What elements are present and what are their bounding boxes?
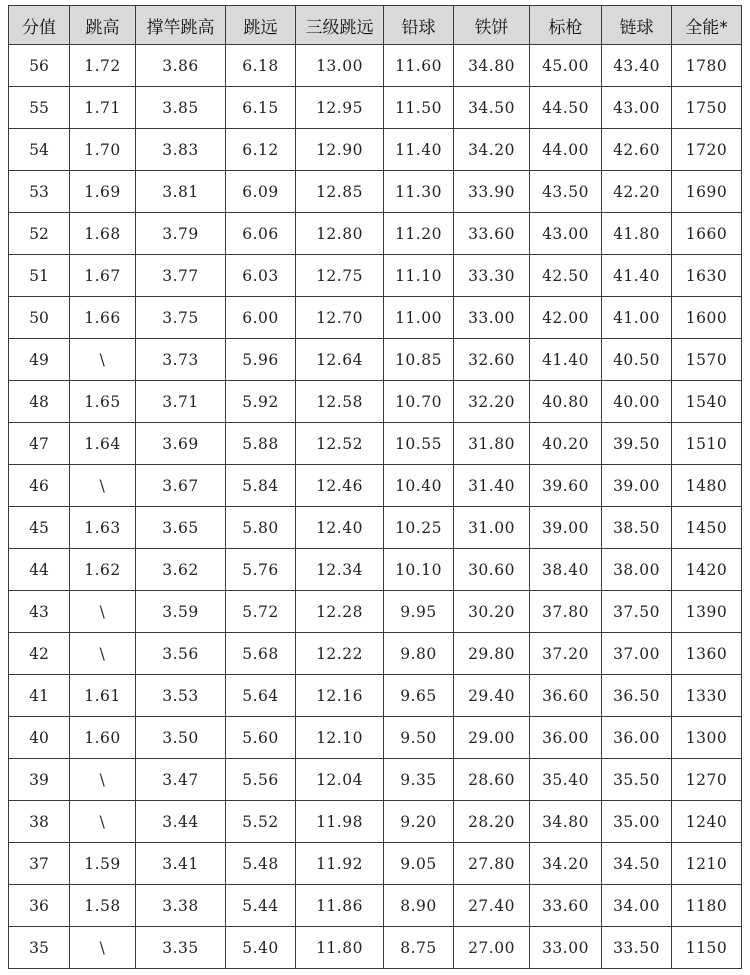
- table-cell: 3.86: [136, 45, 226, 87]
- table-cell: 3.79: [136, 213, 226, 255]
- table-cell: 34.80: [530, 801, 602, 843]
- table-cell: 12.40: [296, 507, 384, 549]
- table-cell: 39.60: [530, 465, 602, 507]
- table-cell: 12.22: [296, 633, 384, 675]
- table-cell: 44.50: [530, 87, 602, 129]
- table-cell: 36.60: [530, 675, 602, 717]
- table-cell: \: [70, 759, 136, 801]
- table-cell: 27.80: [454, 843, 530, 885]
- table-cell: 35.50: [602, 759, 672, 801]
- table-cell: 10.25: [384, 507, 454, 549]
- table-cell: 6.18: [226, 45, 296, 87]
- table-cell: 34.20: [530, 843, 602, 885]
- header-pole-vault: 撑竿跳高: [136, 6, 226, 45]
- table-row: [9, 297, 742, 339]
- header-shot-put: 铅球: [384, 6, 454, 45]
- table-cell: 5.60: [226, 717, 296, 759]
- table-row: [9, 465, 742, 507]
- table-cell: \: [70, 591, 136, 633]
- header-discus: 铁饼: [454, 6, 530, 45]
- table-cell: 3.53: [136, 675, 226, 717]
- table-cell: 33.50: [602, 927, 672, 969]
- points-cell: 50: [9, 297, 70, 339]
- table-cell: 11.98: [296, 801, 384, 843]
- table-cell: 5.68: [226, 633, 296, 675]
- table-cell: 1.69: [70, 171, 136, 213]
- table-cell: 1210: [672, 843, 742, 885]
- points-cell: 45: [9, 507, 70, 549]
- table-cell: 11.50: [384, 87, 454, 129]
- table-row: [9, 423, 742, 465]
- table-cell: 12.04: [296, 759, 384, 801]
- table-row: [9, 927, 742, 969]
- table-cell: 1450: [672, 507, 742, 549]
- table-cell: 40.80: [530, 381, 602, 423]
- table-cell: 1150: [672, 927, 742, 969]
- table-cell: 1360: [672, 633, 742, 675]
- table-cell: 30.20: [454, 591, 530, 633]
- table-cell: 10.40: [384, 465, 454, 507]
- table-cell: 31.00: [454, 507, 530, 549]
- table-cell: 12.85: [296, 171, 384, 213]
- table-cell: 1390: [672, 591, 742, 633]
- header-combined: 全能*: [672, 6, 742, 45]
- table-cell: 9.95: [384, 591, 454, 633]
- table-cell: 10.55: [384, 423, 454, 465]
- table-cell: 3.71: [136, 381, 226, 423]
- table-row: [9, 171, 742, 213]
- table-row: [9, 633, 742, 675]
- table-cell: 1.66: [70, 297, 136, 339]
- table-cell: 28.20: [454, 801, 530, 843]
- points-cell: 44: [9, 549, 70, 591]
- table-cell: 11.92: [296, 843, 384, 885]
- table-cell: 1.64: [70, 423, 136, 465]
- table-cell: 9.20: [384, 801, 454, 843]
- table-cell: 3.83: [136, 129, 226, 171]
- table-cell: 9.35: [384, 759, 454, 801]
- table-cell: 1.59: [70, 843, 136, 885]
- table-cell: 1300: [672, 717, 742, 759]
- table-cell: \: [70, 339, 136, 381]
- table-cell: 3.73: [136, 339, 226, 381]
- table-row: [9, 507, 742, 549]
- table-cell: 30.60: [454, 549, 530, 591]
- table-cell: 42.60: [602, 129, 672, 171]
- table-cell: 3.50: [136, 717, 226, 759]
- table-cell: 31.80: [454, 423, 530, 465]
- table-cell: 3.85: [136, 87, 226, 129]
- table-cell: 40.20: [530, 423, 602, 465]
- table-cell: 3.67: [136, 465, 226, 507]
- table-cell: 3.62: [136, 549, 226, 591]
- table-row: [9, 45, 742, 87]
- table-cell: 5.52: [226, 801, 296, 843]
- points-cell: 40: [9, 717, 70, 759]
- table-cell: 27.40: [454, 885, 530, 927]
- table-cell: 39.00: [602, 465, 672, 507]
- table-cell: 8.75: [384, 927, 454, 969]
- table-cell: 5.88: [226, 423, 296, 465]
- table-cell: 44.00: [530, 129, 602, 171]
- table-cell: 36.50: [602, 675, 672, 717]
- table-cell: 37.20: [530, 633, 602, 675]
- table-cell: 43.00: [530, 213, 602, 255]
- table-cell: 12.58: [296, 381, 384, 423]
- table-cell: 5.80: [226, 507, 296, 549]
- table-cell: 42.20: [602, 171, 672, 213]
- table-cell: 12.70: [296, 297, 384, 339]
- table-row: [9, 801, 742, 843]
- table-cell: 32.60: [454, 339, 530, 381]
- table-cell: 1.61: [70, 675, 136, 717]
- points-cell: 56: [9, 45, 70, 87]
- table-cell: 11.00: [384, 297, 454, 339]
- table-cell: 5.40: [226, 927, 296, 969]
- table-cell: 1.68: [70, 213, 136, 255]
- table-cell: 12.90: [296, 129, 384, 171]
- table-cell: 35.40: [530, 759, 602, 801]
- table-cell: 38.50: [602, 507, 672, 549]
- table-cell: 3.75: [136, 297, 226, 339]
- table-cell: 29.00: [454, 717, 530, 759]
- table-cell: 5.92: [226, 381, 296, 423]
- points-cell: 35: [9, 927, 70, 969]
- table-cell: 1240: [672, 801, 742, 843]
- table-row: [9, 717, 742, 759]
- table-cell: 3.59: [136, 591, 226, 633]
- table-cell: 12.34: [296, 549, 384, 591]
- points-cell: 53: [9, 171, 70, 213]
- table-cell: 27.00: [454, 927, 530, 969]
- table-cell: 12.75: [296, 255, 384, 297]
- table-cell: 42.00: [530, 297, 602, 339]
- points-cell: 48: [9, 381, 70, 423]
- table-cell: 6.06: [226, 213, 296, 255]
- table-cell: 1630: [672, 255, 742, 297]
- table-cell: 33.00: [454, 297, 530, 339]
- table-cell: 43.50: [530, 171, 602, 213]
- table-cell: 5.44: [226, 885, 296, 927]
- points-cell: 43: [9, 591, 70, 633]
- table-cell: 41.80: [602, 213, 672, 255]
- header-points: 分值: [9, 6, 70, 45]
- table-cell: 38.00: [602, 549, 672, 591]
- table-row: [9, 129, 742, 171]
- table-row: [9, 759, 742, 801]
- table-cell: 13.00: [296, 45, 384, 87]
- table-cell: 11.10: [384, 255, 454, 297]
- table-row: [9, 885, 742, 927]
- points-cell: 36: [9, 885, 70, 927]
- table-cell: 37.80: [530, 591, 602, 633]
- table-cell: 39.50: [602, 423, 672, 465]
- table-cell: 3.56: [136, 633, 226, 675]
- table-cell: 36.00: [602, 717, 672, 759]
- table-cell: 1780: [672, 45, 742, 87]
- table-cell: 9.05: [384, 843, 454, 885]
- header-hammer: 链球: [602, 6, 672, 45]
- table-cell: 3.65: [136, 507, 226, 549]
- table-cell: 1.62: [70, 549, 136, 591]
- table-header: [9, 6, 742, 45]
- table-cell: 11.80: [296, 927, 384, 969]
- table-cell: 3.44: [136, 801, 226, 843]
- table-cell: 42.50: [530, 255, 602, 297]
- points-cell: 41: [9, 675, 70, 717]
- table-cell: \: [70, 465, 136, 507]
- table-row: [9, 843, 742, 885]
- table-cell: 33.00: [530, 927, 602, 969]
- table-cell: 36.00: [530, 717, 602, 759]
- table-row: [9, 381, 742, 423]
- table-cell: 1720: [672, 129, 742, 171]
- score-table: [8, 5, 742, 969]
- table-row: [9, 549, 742, 591]
- table-cell: 6.09: [226, 171, 296, 213]
- table-cell: 31.40: [454, 465, 530, 507]
- table-cell: 1.58: [70, 885, 136, 927]
- table-cell: 34.80: [454, 45, 530, 87]
- table-cell: 11.40: [384, 129, 454, 171]
- table-cell: 41.00: [602, 297, 672, 339]
- table-cell: 1.70: [70, 129, 136, 171]
- table-cell: 1750: [672, 87, 742, 129]
- points-cell: 52: [9, 213, 70, 255]
- table-cell: 12.64: [296, 339, 384, 381]
- table-cell: 43.00: [602, 87, 672, 129]
- table-cell: 12.46: [296, 465, 384, 507]
- points-cell: 46: [9, 465, 70, 507]
- table-cell: 3.38: [136, 885, 226, 927]
- points-cell: 42: [9, 633, 70, 675]
- points-cell: 39: [9, 759, 70, 801]
- table-cell: 1480: [672, 465, 742, 507]
- table-cell: 37.50: [602, 591, 672, 633]
- score-table-sheet: [8, 5, 741, 969]
- table-cell: 1660: [672, 213, 742, 255]
- table-cell: 1.63: [70, 507, 136, 549]
- table-cell: 8.90: [384, 885, 454, 927]
- table-cell: \: [70, 633, 136, 675]
- table-cell: 9.50: [384, 717, 454, 759]
- table-row: [9, 591, 742, 633]
- table-cell: 29.40: [454, 675, 530, 717]
- table-cell: 11.86: [296, 885, 384, 927]
- table-cell: 41.40: [602, 255, 672, 297]
- table-cell: 1420: [672, 549, 742, 591]
- table-body: [9, 45, 742, 969]
- table-cell: 32.20: [454, 381, 530, 423]
- table-cell: 1690: [672, 171, 742, 213]
- table-cell: 38.40: [530, 549, 602, 591]
- table-cell: 6.12: [226, 129, 296, 171]
- table-cell: 1330: [672, 675, 742, 717]
- table-cell: 41.40: [530, 339, 602, 381]
- table-cell: 33.90: [454, 171, 530, 213]
- table-row: [9, 339, 742, 381]
- table-cell: 40.50: [602, 339, 672, 381]
- table-cell: 11.30: [384, 171, 454, 213]
- table-cell: 29.80: [454, 633, 530, 675]
- table-cell: 37.00: [602, 633, 672, 675]
- table-cell: 12.52: [296, 423, 384, 465]
- table-cell: 35.00: [602, 801, 672, 843]
- table-cell: 5.96: [226, 339, 296, 381]
- table-cell: 1600: [672, 297, 742, 339]
- table-cell: 5.48: [226, 843, 296, 885]
- table-cell: 1510: [672, 423, 742, 465]
- table-row: [9, 675, 742, 717]
- table-cell: 11.60: [384, 45, 454, 87]
- header-triple-jump: 三级跳远: [296, 6, 384, 45]
- table-cell: 1540: [672, 381, 742, 423]
- table-cell: 34.20: [454, 129, 530, 171]
- table-cell: 34.50: [454, 87, 530, 129]
- table-cell: 1.65: [70, 381, 136, 423]
- points-cell: 47: [9, 423, 70, 465]
- points-cell: 37: [9, 843, 70, 885]
- table-cell: \: [70, 801, 136, 843]
- table-cell: 12.10: [296, 717, 384, 759]
- table-cell: 1180: [672, 885, 742, 927]
- header-long-jump: 跳远: [226, 6, 296, 45]
- table-cell: 6.15: [226, 87, 296, 129]
- table-cell: 34.00: [602, 885, 672, 927]
- table-row: [9, 255, 742, 297]
- table-cell: 45.00: [530, 45, 602, 87]
- table-row: [9, 87, 742, 129]
- table-cell: 12.16: [296, 675, 384, 717]
- table-cell: 9.65: [384, 675, 454, 717]
- table-cell: 3.77: [136, 255, 226, 297]
- table-cell: 33.60: [454, 213, 530, 255]
- table-cell: 33.30: [454, 255, 530, 297]
- table-cell: 5.56: [226, 759, 296, 801]
- table-cell: 1.60: [70, 717, 136, 759]
- points-cell: 55: [9, 87, 70, 129]
- table-cell: 1.67: [70, 255, 136, 297]
- table-cell: 6.00: [226, 297, 296, 339]
- points-cell: 54: [9, 129, 70, 171]
- table-cell: 28.60: [454, 759, 530, 801]
- table-cell: 1570: [672, 339, 742, 381]
- table-cell: 34.50: [602, 843, 672, 885]
- points-cell: 38: [9, 801, 70, 843]
- table-cell: 43.40: [602, 45, 672, 87]
- table-cell: 12.95: [296, 87, 384, 129]
- table-cell: 10.85: [384, 339, 454, 381]
- header-row: [9, 6, 742, 45]
- table-cell: 5.72: [226, 591, 296, 633]
- table-cell: 10.70: [384, 381, 454, 423]
- table-cell: 5.76: [226, 549, 296, 591]
- table-cell: 5.84: [226, 465, 296, 507]
- table-cell: 9.80: [384, 633, 454, 675]
- table-cell: 10.10: [384, 549, 454, 591]
- header-javelin: 标枪: [530, 6, 602, 45]
- table-cell: 12.80: [296, 213, 384, 255]
- table-cell: 3.81: [136, 171, 226, 213]
- table-cell: 3.35: [136, 927, 226, 969]
- points-cell: 51: [9, 255, 70, 297]
- table-cell: 1.72: [70, 45, 136, 87]
- table-cell: 5.64: [226, 675, 296, 717]
- table-cell: 3.69: [136, 423, 226, 465]
- table-cell: \: [70, 927, 136, 969]
- table-cell: 3.41: [136, 843, 226, 885]
- table-cell: 33.60: [530, 885, 602, 927]
- header-high-jump: 跳高: [70, 6, 136, 45]
- table-cell: 3.47: [136, 759, 226, 801]
- table-cell: 11.20: [384, 213, 454, 255]
- table-cell: 40.00: [602, 381, 672, 423]
- table-cell: 6.03: [226, 255, 296, 297]
- points-cell: 49: [9, 339, 70, 381]
- table-cell: 1.71: [70, 87, 136, 129]
- table-row: [9, 213, 742, 255]
- table-cell: 39.00: [530, 507, 602, 549]
- table-cell: 1270: [672, 759, 742, 801]
- table-cell: 12.28: [296, 591, 384, 633]
